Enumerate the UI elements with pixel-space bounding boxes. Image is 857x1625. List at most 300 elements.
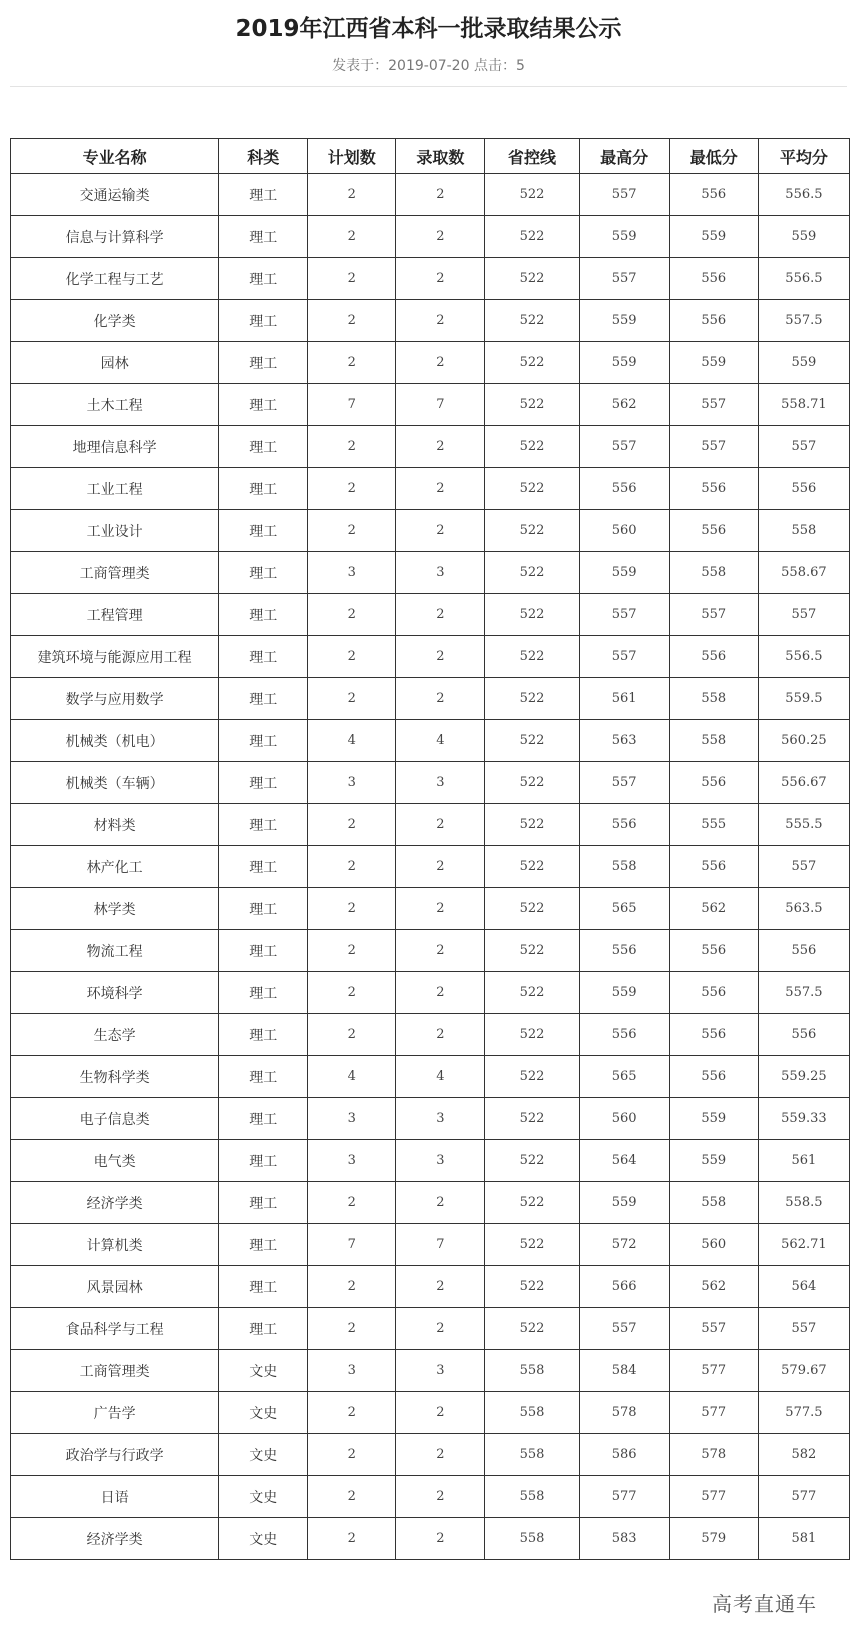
table-cell: 理工 [219,258,308,300]
table-cell: 计算机类 [11,1224,219,1266]
table-cell: 557 [669,426,758,468]
table-cell: 558 [485,1434,579,1476]
table-cell: 555.5 [758,804,849,846]
table-cell: 522 [485,1140,579,1182]
table-cell: 558.71 [758,384,849,426]
table-cell: 文史 [219,1392,308,1434]
table-cell: 522 [485,972,579,1014]
table-cell: 2 [396,426,485,468]
table-cell: 工商管理类 [11,552,219,594]
table-cell: 559 [579,972,669,1014]
table-cell: 环境科学 [11,972,219,1014]
table-cell: 559 [758,342,849,384]
table-row [11,1392,850,1434]
table-cell: 566 [579,1266,669,1308]
table-cell: 2 [308,510,396,552]
table-cell: 3 [396,1140,485,1182]
table-cell: 522 [485,1056,579,1098]
table-cell: 文史 [219,1518,308,1560]
table-cell: 557.5 [758,300,849,342]
table-cell: 559 [669,1098,758,1140]
table-cell: 556 [669,174,758,216]
table-cell: 风景园林 [11,1266,219,1308]
table-cell: 数学与应用数学 [11,678,219,720]
table-cell: 558.67 [758,552,849,594]
table-cell: 理工 [219,1014,308,1056]
table-cell: 572 [579,1224,669,1266]
table-cell: 559 [669,1140,758,1182]
table-cell: 2 [308,258,396,300]
table-cell: 理工 [219,1266,308,1308]
table-cell: 理工 [219,972,308,1014]
table-cell: 2 [396,1182,485,1224]
table-cell: 2 [308,468,396,510]
table-cell: 563.5 [758,888,849,930]
header-cell: 最低分 [669,139,758,174]
table-cell: 581 [758,1518,849,1560]
table-cell: 522 [485,384,579,426]
table-row [11,972,850,1014]
table-cell: 2 [396,1476,485,1518]
table-cell: 564 [579,1140,669,1182]
post-meta: 发表于：2019-07-20 点击：5 [332,58,525,74]
table-cell: 2 [396,846,485,888]
table-row [11,426,850,468]
table-cell: 4 [308,720,396,762]
table-row [11,720,850,762]
table-cell: 2 [396,1392,485,1434]
table-cell: 理工 [219,1056,308,1098]
table-row [11,384,850,426]
table-cell: 机械类（车辆） [11,762,219,804]
table-cell: 理工 [219,678,308,720]
table-row [11,1098,850,1140]
table-cell: 2 [396,258,485,300]
table-cell: 政治学与行政学 [11,1434,219,1476]
table-cell: 559.33 [758,1098,849,1140]
table-cell: 2 [308,888,396,930]
table-row [11,342,850,384]
table-cell: 556 [669,510,758,552]
header-cell: 专业名称 [11,139,219,174]
table-cell: 522 [485,552,579,594]
table-cell: 561 [579,678,669,720]
table-cell: 理工 [219,888,308,930]
table-cell: 557.5 [758,972,849,1014]
table-cell: 522 [485,426,579,468]
table-row [11,174,850,216]
table-cell: 577 [669,1476,758,1518]
table-cell: 工业工程 [11,468,219,510]
table-cell: 工商管理类 [11,1350,219,1392]
table-cell: 556.5 [758,258,849,300]
table-cell: 7 [396,1224,485,1266]
table-cell: 558 [485,1476,579,1518]
table-cell: 556 [669,1014,758,1056]
table-cell: 565 [579,1056,669,1098]
table-cell: 577 [758,1476,849,1518]
table-cell: 2 [396,972,485,1014]
table-cell: 558 [485,1392,579,1434]
table-cell: 2 [308,426,396,468]
table-cell: 4 [396,1056,485,1098]
table-row [11,888,850,930]
table-cell: 522 [485,678,579,720]
table-cell: 理工 [219,342,308,384]
table-cell: 559 [579,342,669,384]
table-cell: 7 [308,384,396,426]
table-cell: 理工 [219,594,308,636]
table-cell: 电子信息类 [11,1098,219,1140]
table-cell: 556 [669,1056,758,1098]
table-cell: 557 [579,762,669,804]
table-cell: 522 [485,342,579,384]
table-cell: 2 [396,594,485,636]
table-cell: 2 [308,342,396,384]
table-cell: 562 [669,1266,758,1308]
table-cell: 522 [485,1098,579,1140]
table-cell: 555 [669,804,758,846]
table-row [11,1518,850,1560]
table-cell: 559 [579,216,669,258]
table-cell: 522 [485,888,579,930]
table-cell: 生态学 [11,1014,219,1056]
table-cell: 2 [308,1266,396,1308]
table-row [11,1308,850,1350]
table-cell: 522 [485,594,579,636]
table-cell: 2 [308,804,396,846]
table-cell: 556 [758,930,849,972]
table-cell: 2 [308,594,396,636]
table-cell: 557 [758,426,849,468]
table-cell: 556 [669,468,758,510]
table-cell: 园林 [11,342,219,384]
table-cell: 579 [669,1518,758,1560]
table-row [11,636,850,678]
table-cell: 522 [485,804,579,846]
table-cell: 2 [308,1518,396,1560]
table-cell: 理工 [219,216,308,258]
table-row [11,1140,850,1182]
table-cell: 583 [579,1518,669,1560]
table-cell: 556 [669,300,758,342]
table-cell: 560 [669,1224,758,1266]
table-cell: 556 [579,1014,669,1056]
table-cell: 2 [308,1476,396,1518]
table-cell: 557 [579,258,669,300]
table-cell: 理工 [219,174,308,216]
table-cell: 理工 [219,636,308,678]
table-cell: 2 [396,510,485,552]
table-cell: 2 [396,216,485,258]
table-cell: 2 [396,468,485,510]
table-cell: 工程管理 [11,594,219,636]
table-cell: 559 [579,1182,669,1224]
table-cell: 7 [396,384,485,426]
table-cell: 557 [579,174,669,216]
table-cell: 交通运输类 [11,174,219,216]
table-cell: 理工 [219,384,308,426]
table-cell: 558 [669,552,758,594]
table-cell: 522 [485,468,579,510]
table-cell: 4 [396,720,485,762]
table-cell: 2 [308,678,396,720]
table-row [11,1224,850,1266]
table-cell: 577 [579,1476,669,1518]
table-cell: 562 [669,888,758,930]
table-cell: 559 [669,342,758,384]
table-cell: 2 [396,678,485,720]
table-cell: 560.25 [758,720,849,762]
table-cell: 522 [485,720,579,762]
table-row [11,1350,850,1392]
header-cell: 录取数 [396,139,485,174]
table-cell: 经济学类 [11,1182,219,1224]
table-cell: 2 [308,1392,396,1434]
table-cell: 556 [669,636,758,678]
table-cell: 563 [579,720,669,762]
table-row [11,258,850,300]
table-cell: 564 [758,1266,849,1308]
table-cell: 557 [579,1308,669,1350]
table-cell: 522 [485,300,579,342]
table-body [11,174,850,1560]
table-row [11,1434,850,1476]
table-cell: 559.25 [758,1056,849,1098]
admission-results-table [10,138,850,1560]
table-cell: 522 [485,930,579,972]
table-cell: 理工 [219,804,308,846]
table-cell: 理工 [219,762,308,804]
table-cell: 2 [308,930,396,972]
table-cell: 理工 [219,552,308,594]
table-cell: 556 [579,804,669,846]
table-cell: 2 [308,1014,396,1056]
table-cell: 土木工程 [11,384,219,426]
table-cell: 3 [308,1140,396,1182]
table-cell: 2 [308,846,396,888]
table-cell: 2 [396,300,485,342]
table-cell: 3 [308,762,396,804]
table-cell: 理工 [219,468,308,510]
table-cell: 557 [579,636,669,678]
table-row [11,300,850,342]
watermark-logo-text: 高考直通车 [712,1592,817,1616]
table-cell: 556.67 [758,762,849,804]
table-cell: 地理信息科学 [11,426,219,468]
table-row [11,552,850,594]
table-cell: 522 [485,846,579,888]
table-cell: 556 [669,258,758,300]
table-cell: 556 [669,846,758,888]
table-cell: 522 [485,174,579,216]
table-cell: 562.71 [758,1224,849,1266]
table-cell: 522 [485,636,579,678]
table-cell: 2 [396,1266,485,1308]
table-cell: 579.67 [758,1350,849,1392]
table-cell: 522 [485,1224,579,1266]
table-row [11,846,850,888]
table-row [11,762,850,804]
table-cell: 林产化工 [11,846,219,888]
table-cell: 文史 [219,1350,308,1392]
table-cell: 建筑环境与能源应用工程 [11,636,219,678]
table-cell: 广告学 [11,1392,219,1434]
table-cell: 556 [669,762,758,804]
table-cell: 558 [669,720,758,762]
table-cell: 557 [579,426,669,468]
table-cell: 559 [758,216,849,258]
table-cell: 557 [758,846,849,888]
table-cell: 557 [669,1308,758,1350]
table-cell: 2 [396,1014,485,1056]
table-cell: 2 [396,636,485,678]
table-cell: 556 [669,972,758,1014]
table-cell: 2 [308,972,396,1014]
table-cell: 522 [485,1182,579,1224]
table-cell: 食品科学与工程 [11,1308,219,1350]
table-cell: 522 [485,1308,579,1350]
table-cell: 理工 [219,1182,308,1224]
table-cell: 4 [308,1056,396,1098]
table-row [11,468,850,510]
table-cell: 7 [308,1224,396,1266]
table-cell: 2 [396,174,485,216]
table-cell: 2 [308,174,396,216]
table-cell: 560 [579,1098,669,1140]
table-row [11,216,850,258]
table-row [11,510,850,552]
header-divider [10,86,847,87]
table-cell: 559.5 [758,678,849,720]
table-cell: 559 [579,300,669,342]
table-cell: 584 [579,1350,669,1392]
table-cell: 558 [485,1518,579,1560]
table-cell: 522 [485,258,579,300]
header-cell: 省控线 [485,139,579,174]
table-cell: 3 [396,762,485,804]
table-cell: 理工 [219,300,308,342]
table-cell: 556.5 [758,174,849,216]
table-cell: 565 [579,888,669,930]
table-cell: 2 [396,888,485,930]
table-cell: 557 [669,594,758,636]
table-cell: 林学类 [11,888,219,930]
table-cell: 机械类（机电） [11,720,219,762]
table-cell: 电气类 [11,1140,219,1182]
table-cell: 理工 [219,1224,308,1266]
table-cell: 2 [396,930,485,972]
table-cell: 2 [308,1182,396,1224]
table-cell: 559 [669,216,758,258]
table-cell: 文史 [219,1476,308,1518]
table-row [11,594,850,636]
table-cell: 556 [579,468,669,510]
table-cell: 558 [579,846,669,888]
table-cell: 理工 [219,510,308,552]
table-cell: 材料类 [11,804,219,846]
table-cell: 生物科学类 [11,1056,219,1098]
table-row [11,1056,850,1098]
table-cell: 理工 [219,1308,308,1350]
table-cell: 582 [758,1434,849,1476]
table-cell: 560 [579,510,669,552]
table-cell: 577 [669,1350,758,1392]
table-row [11,1182,850,1224]
table-cell: 558.5 [758,1182,849,1224]
table-cell: 558 [758,510,849,552]
table-cell: 化学类 [11,300,219,342]
table-cell: 3 [396,1350,485,1392]
table-cell: 2 [308,216,396,258]
table-cell: 2 [396,342,485,384]
table-cell: 522 [485,510,579,552]
header-cell: 最高分 [579,139,669,174]
table-cell: 522 [485,1266,579,1308]
table-cell: 561 [758,1140,849,1182]
table-row [11,930,850,972]
table-cell: 557 [579,594,669,636]
page-title: 2019年江西省本科一批录取结果公示 [235,16,622,42]
table-cell: 化学工程与工艺 [11,258,219,300]
table-cell: 558 [669,1182,758,1224]
table-cell: 工业设计 [11,510,219,552]
table-cell: 578 [579,1392,669,1434]
table-cell: 3 [396,1098,485,1140]
table-cell: 2 [308,300,396,342]
table-cell: 3 [308,1350,396,1392]
table-cell: 577 [669,1392,758,1434]
table-cell: 物流工程 [11,930,219,972]
table-cell: 经济学类 [11,1518,219,1560]
table-cell: 586 [579,1434,669,1476]
table-row [11,804,850,846]
table-cell: 文史 [219,1434,308,1476]
table-cell: 日语 [11,1476,219,1518]
table-cell: 理工 [219,1140,308,1182]
table-cell: 理工 [219,846,308,888]
table-cell: 2 [396,804,485,846]
table-cell: 577.5 [758,1392,849,1434]
table-cell: 557 [758,1308,849,1350]
table-row [11,678,850,720]
table-cell: 556 [669,930,758,972]
table-cell: 562 [579,384,669,426]
table-cell: 557 [758,594,849,636]
header-cell: 计划数 [308,139,396,174]
table-cell: 2 [396,1434,485,1476]
table-cell: 理工 [219,1098,308,1140]
table-cell: 2 [308,636,396,678]
table-cell: 556 [579,930,669,972]
table-cell: 3 [308,1098,396,1140]
table-cell: 558 [485,1350,579,1392]
table-cell: 578 [669,1434,758,1476]
table-row [11,1266,850,1308]
table-cell: 3 [396,552,485,594]
table-cell: 522 [485,762,579,804]
table-cell: 2 [396,1308,485,1350]
header-cell: 科类 [219,139,308,174]
header-cell: 平均分 [758,139,849,174]
table-cell: 556 [758,468,849,510]
table-cell: 3 [308,552,396,594]
table-cell: 522 [485,1014,579,1056]
table-cell: 2 [396,1518,485,1560]
table-cell: 理工 [219,720,308,762]
table-row [11,1014,850,1056]
table-cell: 理工 [219,426,308,468]
